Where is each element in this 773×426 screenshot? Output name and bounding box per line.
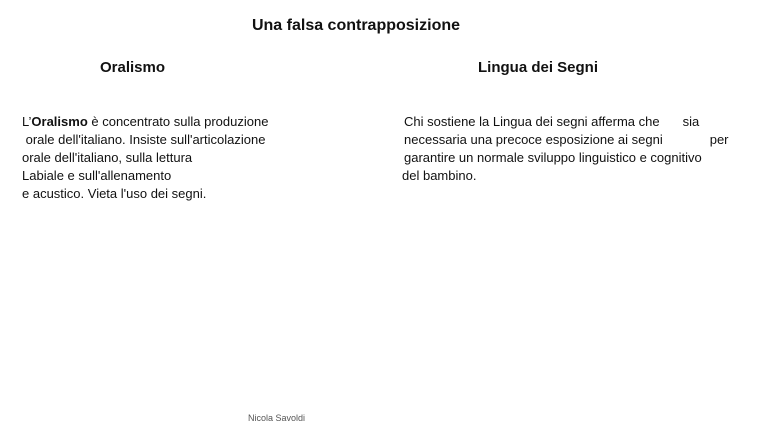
oralismo-line: e acustico. Vieta l'uso dei segni. xyxy=(22,186,207,201)
oralismo-line: orale dell'italiano. Insiste sull'articolazione xyxy=(22,132,266,147)
oralismo-bold-term: Oralismo xyxy=(31,114,88,129)
lingua-segni-paragraph xyxy=(404,113,729,185)
heading-oralismo: Oralismo xyxy=(100,59,166,76)
lingua-segni-line: necessaria una precoce esposizione ai segni per xyxy=(404,132,729,147)
oralismo-line: Labiale e sull'allenamento xyxy=(22,168,172,183)
author-footer: Nicola Savoldi xyxy=(248,413,306,423)
lingua-segni-line: garantire un normale sviluppo linguistico e cognitivo xyxy=(404,150,702,165)
lingua-segni-line: Chi sostiene la Lingua dei segni afferma che sia xyxy=(404,114,700,129)
oralismo-line: L’Oralismo è concentrato sulla produzione xyxy=(22,114,269,129)
oralismo-paragraph xyxy=(22,113,268,203)
slide-title: Una falsa contrapposizione xyxy=(251,17,461,34)
oralismo-line: orale dell'italiano, sulla lettura xyxy=(22,150,193,165)
lingua-segni-line: del bambino. xyxy=(402,168,477,183)
heading-lingua-dei-segni: Lingua dei Segni xyxy=(478,59,599,76)
